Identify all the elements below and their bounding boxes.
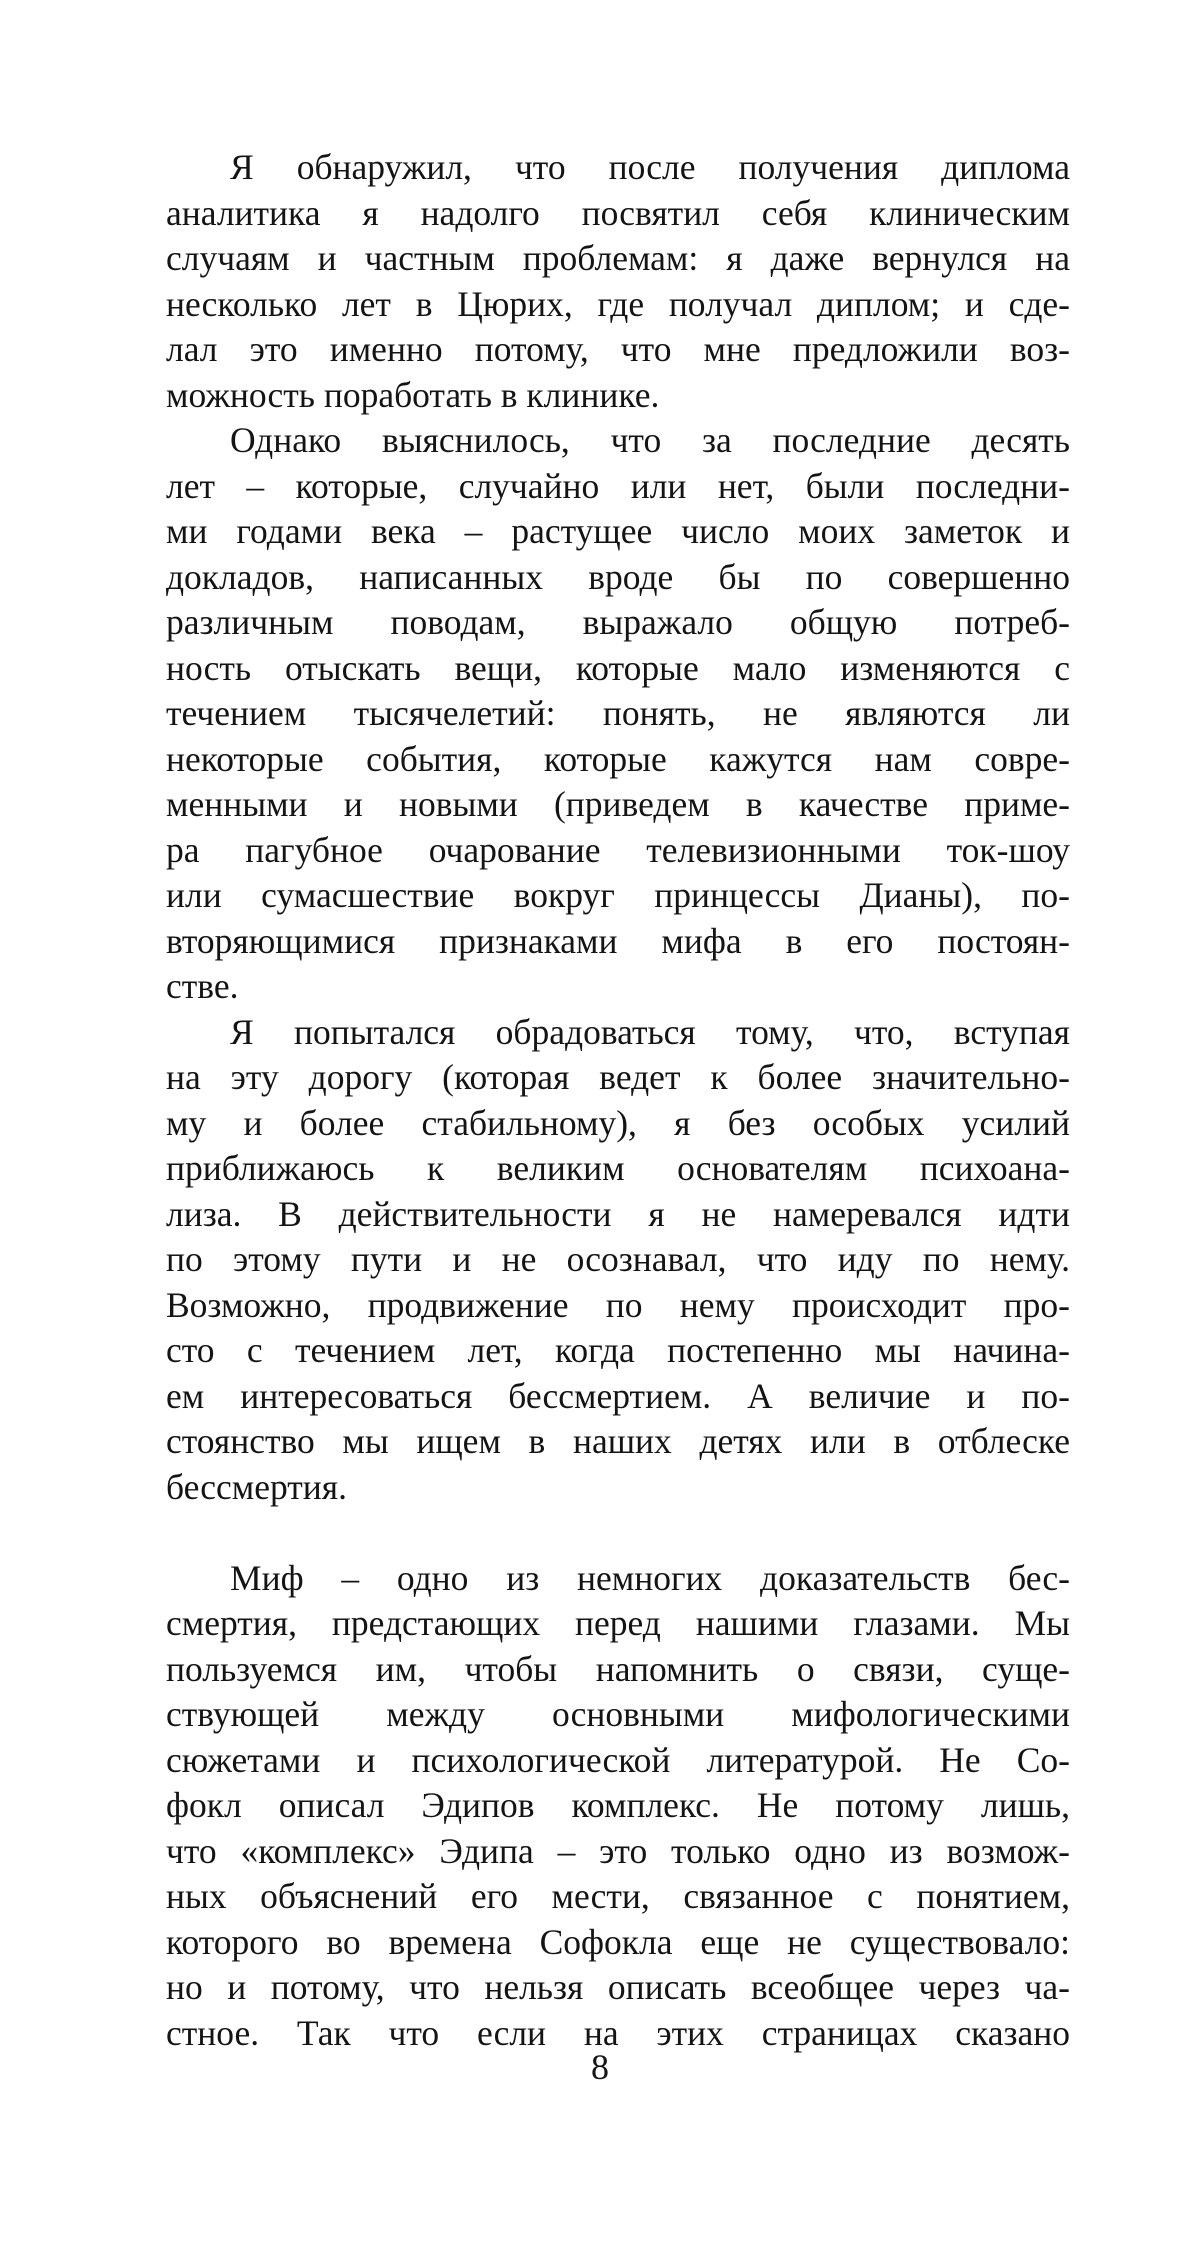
text-line: менными и новыми (приведем в качестве приме-: [166, 784, 1070, 824]
text-line: которого во времена Софокла еще не существовало:: [166, 1921, 1070, 1962]
text-line: Я обнаружил, что после получения диплома: [230, 147, 1070, 187]
text-line: фокл описал Эдипов комплекс. Не потому лишь,: [166, 1785, 1070, 1825]
text-line: по этому пути и не осознавал, что иду по нему.: [166, 1239, 1070, 1279]
text-line: лиза. В действительности я не намеревался идти: [166, 1193, 1070, 1234]
text-line: стве.: [166, 966, 239, 1006]
text-line: течением тысячелетий: понять, не являются ли: [166, 693, 1070, 733]
text-line: что «комплекс» Эдипа – это только одно из возмож-: [166, 1830, 1070, 1871]
text-line: ра пагубное очарование телевизионными ток-шоу: [166, 829, 1070, 870]
text-line: лал это именно потому, что мне предложили воз-: [166, 329, 1070, 369]
text-line: вторяющимися признаками мифа в его постоян-: [166, 920, 1070, 961]
text-line: Возможно, продвижение по нему происходит про-: [166, 1284, 1070, 1325]
text-line: ных объяснений его мести, связанное с понятием,: [166, 1876, 1070, 1916]
text-line: случаям и частным проблемам: я даже вернулся на: [166, 238, 1070, 278]
text-line: различным поводам, выражало общую потреб-: [166, 602, 1070, 642]
text-line: Однако выяснилось, что за последние десять: [230, 420, 1070, 460]
text-line: докладов, написанных вроде бы по совершенно: [166, 556, 1070, 597]
text-line: Я попытался обрадоваться тому, что, вступая: [230, 1011, 1070, 1052]
text-line: ем интересоваться бессмертием. А величие и по-: [166, 1375, 1070, 1416]
text-line: пользуемся им, чтобы напомнить о связи, суще-: [166, 1648, 1070, 1689]
text-line: некоторые события, которые кажутся нам совре-: [166, 738, 1070, 779]
text-line: сюжетами и психологической литературой. Не Со-: [166, 1739, 1070, 1780]
text-line: на эту дорогу (которая ведет к более значительно-: [166, 1057, 1070, 1097]
text-line: стное. Так что если на этих страницах сказано: [166, 2012, 1070, 2053]
text-line: ми годами века – растущее число моих заметок и: [166, 511, 1070, 551]
body-text: [166, 145, 1070, 2056]
text-line: или сумасшествие вокруг принцессы Дианы), по-: [166, 875, 1070, 915]
text-line: ствующей между основными мифологическими: [166, 1694, 1070, 1734]
text-line: смертия, предстающих перед нашими глазами. Мы: [166, 1603, 1070, 1643]
page-number: 8: [591, 2047, 609, 2087]
text-line: Миф – одно из немногих доказательств бес-: [230, 1557, 1070, 1598]
text-line: сто с течением лет, когда постепенно мы начина-: [166, 1330, 1070, 1370]
text-line: му и более стабильному), я без особых усилий: [166, 1102, 1070, 1143]
text-line: ность отыскать вещи, которые мало изменяются с: [166, 647, 1070, 688]
text-line: можность поработать в клинике.: [166, 374, 660, 415]
section-break: [166, 1510, 1070, 1556]
text-line: аналитика я надолго посвятил себя клиническим: [166, 192, 1070, 233]
text-line: но и потому, что нельзя описать всеобщее через ча-: [166, 1967, 1070, 2007]
text-line: бессмертия.: [166, 1466, 347, 1507]
text-line: лет – которые, случайно или нет, были последни-: [166, 465, 1070, 506]
text-line: приближаюсь к великим основателям психоана-: [166, 1148, 1070, 1188]
text-line: стоянство мы ищем в наших детях или в отблеске: [166, 1421, 1070, 1461]
text-line: несколько лет в Цюрих, где получал диплом; и сде-: [166, 283, 1070, 324]
